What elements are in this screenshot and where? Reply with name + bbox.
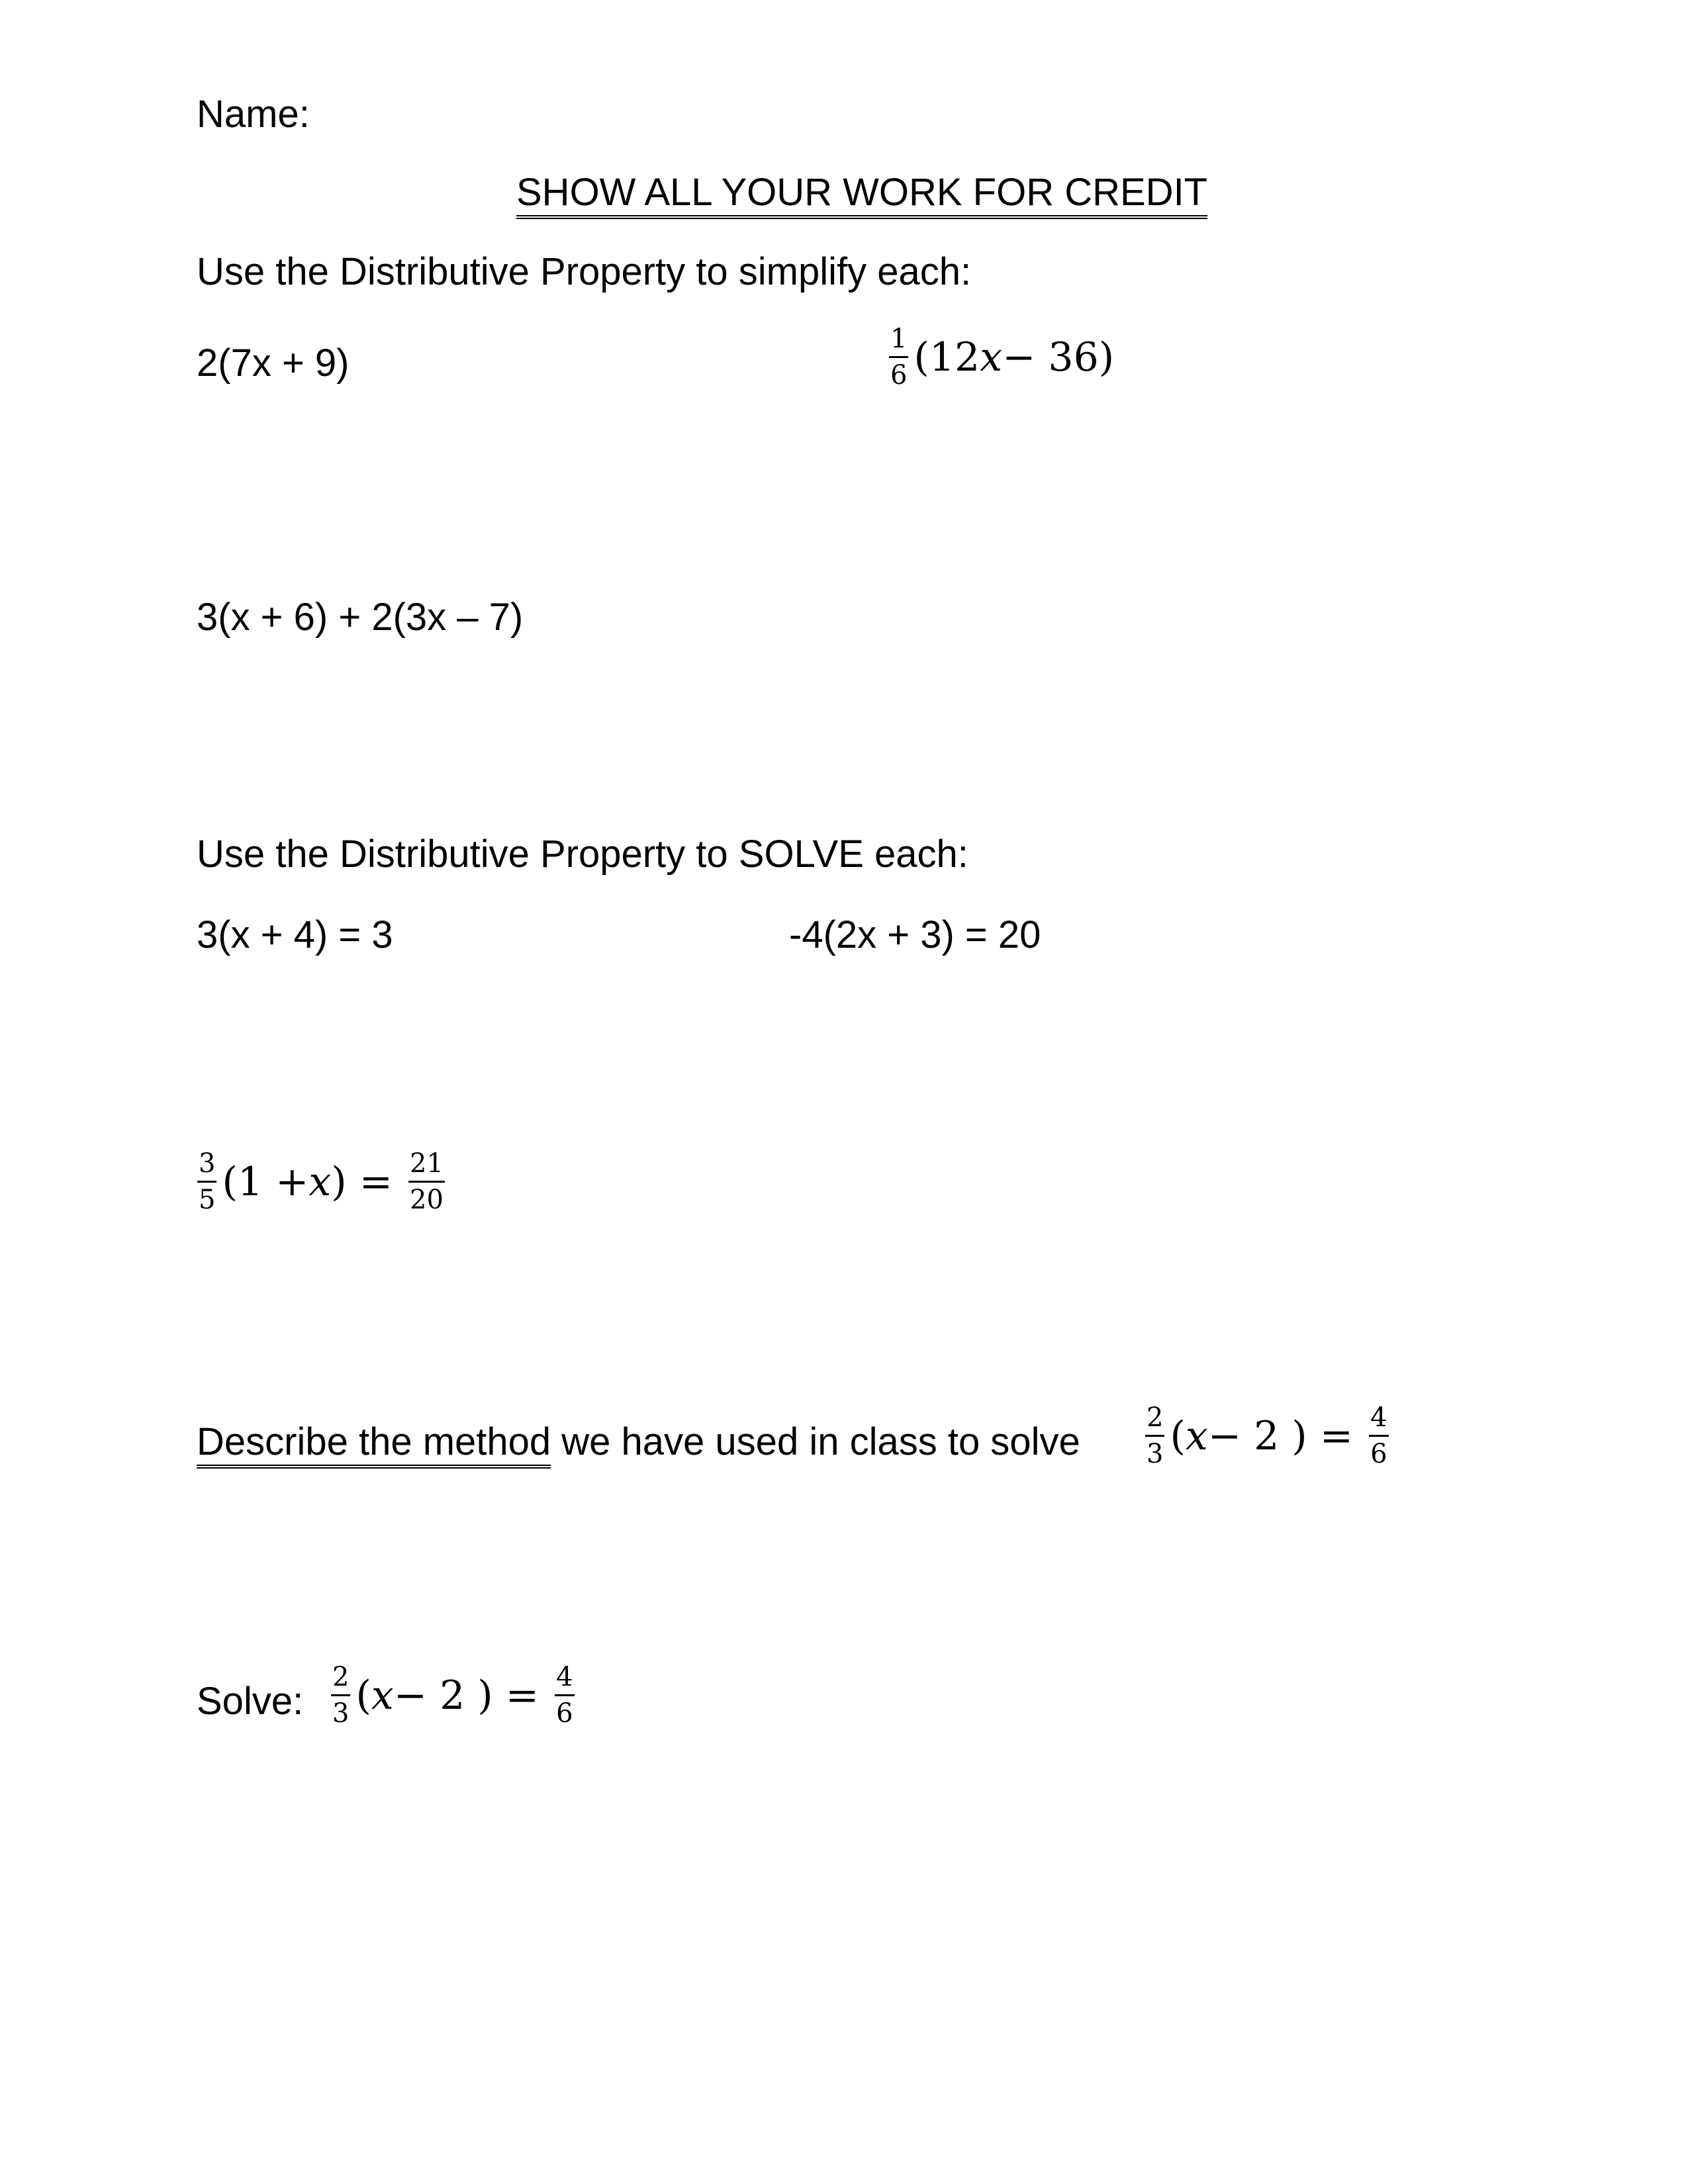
fraction-two-thirds: $\frac{2}{3}$	[1147, 1402, 1164, 1469]
describe-prompt	[197, 1420, 1080, 1463]
solve-problem-2: -4(2x + 3) = 20	[789, 913, 1041, 956]
solve-final-label: Solve:	[197, 1680, 304, 1723]
instructions-heading	[516, 173, 1207, 212]
simplify-heading: Use the Distributive Property to simplify each:	[197, 250, 972, 293]
fraction-two-thirds: $\frac{2}{3}$	[332, 1662, 350, 1729]
simplify-problem-1: 2(7x + 9)	[197, 341, 350, 385]
describe-equation: $\frac{2}{3}$ ( x − 2 ) = $\frac{4}{6}$	[1147, 1402, 1387, 1469]
fraction-one-sixth: $\frac{1}{6}$	[890, 324, 908, 390]
simplify-problem-3: 3(x + 6) + 2(3x – 7)	[197, 596, 524, 639]
describe-underlined-text: Describe the method	[197, 1420, 551, 1469]
fraction-three-fifths: $\frac{3}{5}$	[199, 1148, 216, 1215]
fraction-four-sixths: $\frac{4}{6}$	[556, 1662, 573, 1729]
solve-final-equation: $\frac{2}{3}$ ( x − 2 ) = $\frac{4}{6}$	[332, 1662, 573, 1729]
solve-problem-1: 3(x + 4) = 3	[197, 913, 393, 956]
fraction-21-20: $\frac{21}{20}$	[410, 1148, 444, 1215]
solve-heading: Use the Distributive Property to SOLVE each:	[197, 833, 968, 876]
solve-problem-3: $\frac{3}{5}$ (1 + x ) = $\frac{21}{20}$	[199, 1148, 444, 1215]
simplify-problem-2: $\frac{1}{6}$ (12 x − 36)	[890, 324, 1115, 390]
name-label: Name:	[197, 93, 310, 136]
instructions-text: SHOW ALL YOUR WORK FOR CREDIT	[516, 171, 1207, 219]
fraction-four-sixths: $\frac{4}{6}$	[1370, 1402, 1387, 1469]
describe-rest-text: we have used in class to solve	[551, 1420, 1080, 1463]
